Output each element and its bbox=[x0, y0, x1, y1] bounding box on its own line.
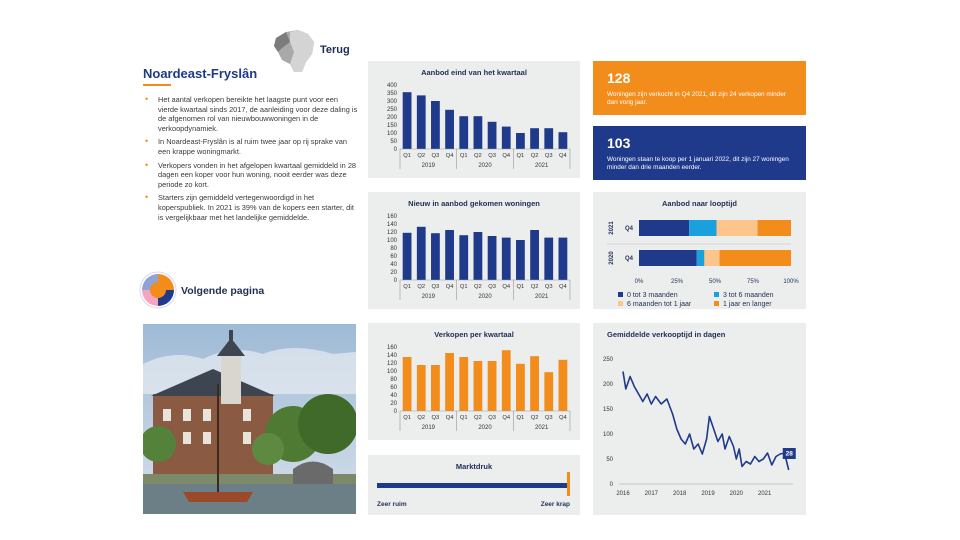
legend-item bbox=[618, 292, 712, 299]
bar bbox=[502, 127, 511, 149]
row-quarter-label: Q4 bbox=[624, 256, 633, 262]
x-tick-label: 50% bbox=[708, 279, 722, 285]
x-tick-label: Q4 bbox=[502, 415, 511, 421]
bar bbox=[544, 372, 553, 411]
year-label: 2020 bbox=[478, 294, 492, 300]
y-tick-label: 40 bbox=[390, 393, 397, 399]
y-tick-label: 200 bbox=[602, 382, 613, 388]
x-tick-label: Q1 bbox=[459, 153, 468, 159]
nieuw-chart bbox=[368, 192, 580, 309]
legend-item bbox=[714, 292, 808, 299]
x-tick-label: Q4 bbox=[559, 284, 567, 290]
looptijd-legend bbox=[618, 292, 808, 310]
x-tick-label: Q3 bbox=[488, 153, 496, 159]
chart-title: Aanbod naar looptijd bbox=[662, 199, 737, 208]
y-tick-label: 160 bbox=[386, 345, 397, 351]
bar bbox=[445, 353, 454, 411]
y-tick-label: 60 bbox=[390, 254, 397, 260]
legend-swatch bbox=[618, 292, 623, 297]
legend-label: 3 tot 6 maanden bbox=[722, 292, 774, 299]
year-label: 2019 bbox=[421, 294, 436, 300]
x-tick-label: 2017 bbox=[644, 491, 659, 497]
y-tick-label: 100 bbox=[386, 369, 397, 375]
bar bbox=[488, 122, 497, 149]
x-tick-label: Q3 bbox=[431, 153, 440, 159]
x-tick-label: Q2 bbox=[530, 415, 539, 421]
last-value-label: 28 bbox=[785, 450, 793, 458]
bullet-list bbox=[143, 95, 358, 226]
stacked-bar-segment bbox=[697, 250, 705, 266]
year-label: 2019 bbox=[421, 163, 436, 169]
kpi-for-sale-value: 103 bbox=[607, 135, 631, 151]
bullet-item: • Starters zijn gemiddeld vertegenwoordigd in het koperspubliek. In 2021 is 39% van de kopers een starter, dit is vergelijkbaar met het landelijke gemiddelde. bbox=[143, 193, 358, 222]
chart-title: Aanbod eind van het kwartaal bbox=[421, 68, 527, 77]
next-page-link[interactable]: Volgende pagina bbox=[181, 285, 265, 297]
y-tick-label: 100 bbox=[386, 238, 397, 244]
x-tick-label: 2020 bbox=[729, 491, 744, 497]
y-tick-label: 0 bbox=[609, 482, 613, 488]
y-tick-label: 140 bbox=[386, 353, 397, 359]
aanbod-chart bbox=[368, 61, 580, 178]
x-tick-label: Q2 bbox=[474, 153, 482, 159]
marktdruk-title: Marktdruk bbox=[455, 462, 493, 471]
region-title: Noardeast-Fryslân bbox=[143, 66, 258, 81]
y-tick-label: 0 bbox=[393, 278, 397, 284]
verkopen-chart-panel bbox=[368, 323, 580, 440]
legend-swatch bbox=[714, 292, 719, 297]
bar bbox=[559, 238, 568, 280]
stacked-bar-segment bbox=[639, 250, 697, 266]
series-line bbox=[623, 372, 789, 471]
bar bbox=[403, 233, 412, 280]
town-photo bbox=[143, 324, 356, 514]
legend-label: 6 maanden tot 1 jaar bbox=[627, 301, 692, 308]
x-tick-label: Q4 bbox=[559, 415, 567, 421]
y-tick-label: 40 bbox=[390, 262, 397, 268]
bar bbox=[488, 361, 497, 411]
x-tick-label: Q2 bbox=[530, 153, 539, 159]
bar bbox=[530, 230, 539, 280]
y-tick-label: 50 bbox=[606, 457, 613, 463]
looptijd-chart-panel bbox=[593, 192, 806, 309]
nieuw-chart-panel bbox=[368, 192, 580, 309]
bar bbox=[431, 365, 440, 411]
y-tick-label: 120 bbox=[386, 230, 397, 236]
bar bbox=[417, 95, 426, 149]
x-tick-label: 25% bbox=[670, 279, 684, 285]
x-tick-label: Q1 bbox=[516, 153, 525, 159]
kpi-sold bbox=[593, 61, 806, 115]
year-label: 2021 bbox=[534, 294, 549, 300]
x-tick-label: Q2 bbox=[530, 284, 539, 290]
verkooptijd-chart bbox=[593, 323, 806, 515]
stacked-bar-segment bbox=[720, 250, 791, 266]
x-tick-label: Q4 bbox=[502, 153, 511, 159]
kpi-for-sale-text: Woningen staan te koop per 1 januari 2022, dit zijn 27 woningen minder dan drie maanden eerder. bbox=[607, 156, 789, 172]
bar bbox=[474, 116, 483, 149]
x-tick-label: 2016 bbox=[616, 491, 630, 497]
verkopen-chart bbox=[368, 323, 580, 440]
back-link[interactable]: Terug bbox=[320, 44, 350, 56]
x-tick-label: 2018 bbox=[672, 491, 687, 497]
legend-item bbox=[618, 301, 712, 308]
year-label: 2020 bbox=[478, 425, 492, 431]
x-tick-label: Q4 bbox=[445, 284, 454, 290]
bar bbox=[559, 360, 568, 411]
bar bbox=[417, 227, 426, 280]
y-tick-label: 100 bbox=[602, 432, 613, 438]
x-tick-label: Q1 bbox=[403, 284, 411, 290]
year-label: 2019 bbox=[421, 425, 436, 431]
x-tick-label: 2019 bbox=[701, 491, 715, 497]
bar bbox=[488, 236, 497, 280]
year-label: 2021 bbox=[534, 163, 549, 169]
bar bbox=[544, 128, 553, 149]
y-tick-label: 250 bbox=[602, 357, 613, 363]
x-tick-label: Q3 bbox=[431, 284, 440, 290]
y-tick-label: 120 bbox=[386, 361, 397, 367]
bar bbox=[445, 110, 454, 149]
pie-icon[interactable] bbox=[138, 270, 178, 310]
verkooptijd-chart-panel bbox=[593, 323, 806, 515]
x-tick-label: Q4 bbox=[445, 153, 454, 159]
x-tick-label: Q3 bbox=[544, 153, 553, 159]
x-tick-label: Q4 bbox=[502, 284, 511, 290]
y-tick-label: 80 bbox=[390, 246, 397, 252]
bullet-item: • In Noardeast-Fryslân is al ruim twee jaar op rij sprake van een krappe woningmarkt. bbox=[143, 137, 358, 156]
legend-label: 0 tot 3 maanden bbox=[627, 292, 678, 299]
legend-swatch bbox=[714, 301, 719, 306]
kpi-sold-value: 128 bbox=[607, 70, 631, 86]
y-tick-label: 150 bbox=[602, 407, 613, 413]
x-tick-label: Q2 bbox=[417, 415, 426, 421]
bar bbox=[474, 361, 483, 411]
bar bbox=[417, 365, 426, 411]
x-tick-label: Q1 bbox=[403, 415, 411, 421]
row-year-label: 2020 bbox=[609, 251, 615, 265]
x-tick-label: Q2 bbox=[474, 415, 482, 421]
stacked-bar-segment bbox=[704, 250, 719, 266]
y-tick-label: 0 bbox=[393, 147, 397, 153]
x-tick-label: Q2 bbox=[417, 284, 426, 290]
chart-title: Nieuw in aanbod gekomen woningen bbox=[408, 199, 540, 208]
chart-title: Gemiddelde verkooptijd in dagen bbox=[607, 330, 726, 339]
x-tick-label: Q2 bbox=[417, 153, 426, 159]
bar bbox=[445, 230, 454, 280]
bar bbox=[431, 101, 440, 149]
stacked-bar-segment bbox=[639, 220, 689, 236]
bar bbox=[502, 238, 511, 280]
x-tick-label: Q4 bbox=[445, 415, 454, 421]
y-tick-label: 80 bbox=[390, 377, 397, 383]
bar bbox=[544, 238, 553, 280]
x-tick-label: Q3 bbox=[544, 284, 553, 290]
kpi-sold-text: Woningen zijn verkocht in Q4 2021, dit zijn 24 verkopen minder dan vorig jaar. bbox=[607, 91, 786, 107]
row-year-label: 2021 bbox=[609, 221, 615, 235]
x-tick-label: Q3 bbox=[488, 284, 496, 290]
bar bbox=[516, 240, 525, 280]
bar bbox=[559, 132, 568, 149]
looptijd-chart bbox=[593, 192, 806, 292]
aanbod-chart-panel bbox=[368, 61, 580, 178]
bar bbox=[474, 232, 483, 280]
y-tick-label: 400 bbox=[386, 83, 397, 89]
x-tick-label: Q3 bbox=[544, 415, 553, 421]
bar bbox=[516, 364, 525, 411]
pressure-right-label: Zeer krap bbox=[540, 501, 570, 508]
bar bbox=[459, 357, 468, 411]
title-underline bbox=[143, 84, 171, 86]
kpi-for-sale bbox=[593, 126, 806, 180]
y-tick-label: 20 bbox=[390, 401, 397, 407]
bar bbox=[403, 92, 412, 149]
legend-swatch bbox=[618, 301, 623, 306]
stacked-bar-segment bbox=[717, 220, 758, 236]
x-tick-label: 0% bbox=[634, 279, 644, 285]
bar bbox=[431, 233, 440, 280]
y-tick-label: 20 bbox=[390, 270, 397, 276]
marktdruk-panel bbox=[368, 455, 580, 515]
bar bbox=[530, 356, 539, 411]
y-tick-label: 160 bbox=[386, 214, 397, 220]
chart-title: Verkopen per kwartaal bbox=[434, 330, 514, 339]
y-tick-label: 60 bbox=[390, 385, 397, 391]
x-tick-label: Q3 bbox=[431, 415, 440, 421]
bar bbox=[502, 350, 511, 411]
bullet-item: • Verkopers vonden in het afgelopen kwartaal gemiddeld in 28 dagen een koper voor hun woning, nooit eerder was deze periode zo kort. bbox=[143, 161, 358, 190]
row-quarter-label: Q4 bbox=[624, 226, 633, 232]
y-tick-label: 300 bbox=[386, 99, 397, 105]
x-tick-label: Q1 bbox=[403, 153, 411, 159]
bar bbox=[530, 128, 539, 149]
x-tick-label: 100% bbox=[783, 279, 799, 285]
bar bbox=[516, 133, 525, 149]
y-tick-label: 150 bbox=[386, 123, 397, 129]
year-label: 2020 bbox=[478, 163, 492, 169]
y-tick-label: 50 bbox=[390, 139, 397, 145]
y-tick-label: 100 bbox=[386, 131, 397, 137]
legend-label: 1 jaar en langer bbox=[722, 301, 772, 308]
x-tick-label: Q1 bbox=[516, 415, 525, 421]
pressure-bar bbox=[377, 483, 569, 488]
y-tick-label: 140 bbox=[386, 222, 397, 228]
x-tick-label: Q1 bbox=[459, 284, 468, 290]
legend-item bbox=[714, 301, 808, 308]
bar bbox=[403, 357, 412, 411]
pressure-left-label: Zeer ruim bbox=[377, 501, 407, 508]
x-tick-label: 2021 bbox=[757, 491, 772, 497]
bullet-item: • Het aantal verkopen bereikte het laagste punt voor een vierde kwartaal sinds 2017, de aanleiding voor deze daling is de afgenomen rol van nieuwbouwwoningen in de verkoopdynamiek. bbox=[143, 95, 358, 133]
x-tick-label: Q4 bbox=[559, 153, 567, 159]
x-tick-label: Q3 bbox=[488, 415, 496, 421]
x-tick-label: 75% bbox=[746, 279, 760, 285]
x-tick-label: Q1 bbox=[459, 415, 468, 421]
bar bbox=[459, 235, 468, 280]
bar bbox=[459, 116, 468, 149]
map-icon[interactable] bbox=[272, 28, 316, 74]
pressure-marker bbox=[567, 472, 570, 496]
stacked-bar-segment bbox=[758, 220, 791, 236]
year-label: 2021 bbox=[534, 425, 549, 431]
y-tick-label: 0 bbox=[393, 409, 397, 415]
x-tick-label: Q2 bbox=[474, 284, 482, 290]
x-tick-label: Q1 bbox=[516, 284, 525, 290]
y-tick-label: 250 bbox=[386, 107, 397, 113]
stacked-bar-segment bbox=[689, 220, 716, 236]
y-tick-label: 200 bbox=[386, 115, 397, 121]
y-tick-label: 350 bbox=[386, 91, 397, 97]
